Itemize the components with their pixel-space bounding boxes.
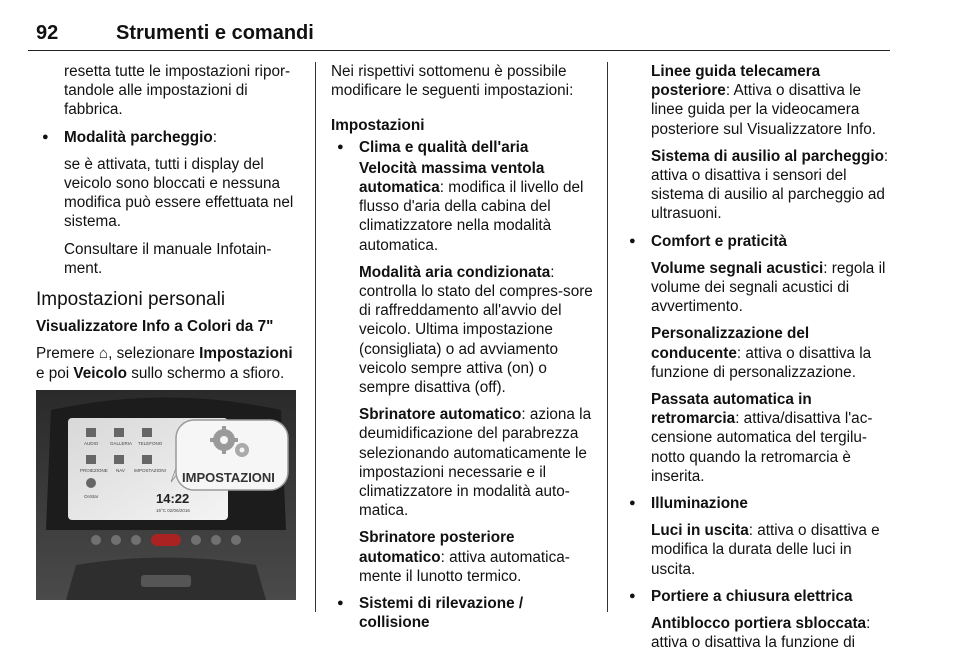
section-heading: Impostazioni personali	[36, 289, 226, 311]
screen-temp-date: 16°C 02/06/2016	[156, 508, 190, 513]
callout-label: IMPOSTAZIONI	[182, 470, 275, 485]
screen-item-label: PROIEZIONE	[80, 468, 108, 473]
parking-desc: se è attivata, tutti i display del veicolo sono bloccati e nessuna modifica può essere effettuata nel sistema.	[64, 155, 294, 231]
item-sbrinatore-auto: Sbrinatore automatico: aziona la deumidificazione del parabrezza selezionando automaticamente le impostazioni necessarie e il climatizzatore in modalità auto-matica.	[359, 406, 592, 520]
infotainment-photo	[36, 390, 296, 600]
settings-label: Impostazioni	[331, 117, 425, 135]
item-sbrinatore-post: Sbrinatore posteriore automatico: attiva automatica-mente il lunotto termico.	[359, 529, 570, 585]
bullet-sistemi: ● Sistemi di rilevazione / collisione	[331, 594, 593, 632]
bullet-clima: ● Clima e qualità dell'aria	[331, 138, 593, 157]
column-1	[36, 62, 304, 391]
column-divider	[315, 62, 316, 612]
item-person: Personalizzazione del conducente: attiva o disattiva la funzione di personalizzazione.	[651, 325, 872, 381]
item-luci: Luci in uscita: attiva o disattiva e modifica la durata delle luci in uscita.	[651, 522, 880, 578]
column-3	[623, 62, 893, 652]
item-linee: Linee guida telecamera posteriore: Attiva o disattiva le linee guida per la videocamera posteriore sul Visualizzatore Info.	[651, 63, 877, 138]
screen-item-label: TELEFONO	[138, 441, 163, 446]
item-volume: Volume segnali acustici: regola il volume dei segnali acustici di avvertimento.	[651, 259, 886, 316]
bullet-comfort: ● Comfort e praticità	[623, 232, 893, 251]
screen-item-label: OnStar	[84, 494, 99, 499]
screen-item-label: AUDIO	[84, 441, 99, 446]
screen-item-label: NAV	[116, 468, 125, 473]
reset-text: resetta tutte le impostazioni ripor-tandole alle impostazioni di fabbrica.	[64, 63, 291, 119]
page-header	[28, 22, 890, 52]
item-ventola: Velocità massima ventola automatica: modifica il livello del flusso d'aria della cabina del climatizzatore nella modalità automatica.	[359, 159, 584, 254]
screen-item-label: IMPOSTAZIONI	[134, 468, 166, 473]
intro-text: Nei rispettivi sottomenu è possibile modificare le seguenti impostazioni:	[331, 63, 574, 100]
item-passata: Passata automatica in retromarcia: attiva/disattiva l'ac-censione automatica del tergilu-notto quando la retromarcia è inserita.	[651, 391, 873, 485]
infotainment-ref: Consultare il manuale Infotain-ment.	[64, 240, 272, 277]
bullet-parking-mode: ● Modalità parcheggio:	[36, 128, 304, 147]
instructions-text: Premere ⌂, selezionare Impostazioni e poi Veicolo sullo schermo a sfioro.	[36, 345, 293, 382]
subsection-heading: Visualizzatore Info a Colori da 7"	[36, 318, 274, 336]
page-number: 92	[36, 22, 59, 44]
item-ausilio: Sistema di ausilio al parcheggio: attiva o disattiva i sensori del sistema di ausilio al parcheggio ad ultrasuoni.	[651, 147, 889, 223]
item-antiblocco: Antiblocco portiera sbloccata: attiva o disattiva la funzione di	[651, 615, 871, 652]
bullet-illuminazione: ● Illuminazione	[623, 494, 893, 513]
column-2	[331, 62, 593, 640]
page-title: Strumenti e comandi	[116, 22, 314, 44]
screen-clock: 14:22	[156, 491, 190, 506]
header-divider	[28, 50, 890, 51]
bullet-portiere: ● Portiere a chiusura elettrica	[623, 587, 893, 606]
infotainment-illustration	[36, 390, 296, 600]
item-aria: Modalità aria condizionata: controlla lo stato del compres-sore di raffreddamento all'avvio del veicolo. Ultima impostazione (consigliata) o ad avviamento veicolo sempre attiva (on) o sempre disattiva (off).	[359, 263, 593, 397]
home-icon: ⌂	[98, 345, 109, 363]
screen-item-label: GALLERIA	[110, 441, 133, 446]
column-divider	[607, 62, 608, 612]
